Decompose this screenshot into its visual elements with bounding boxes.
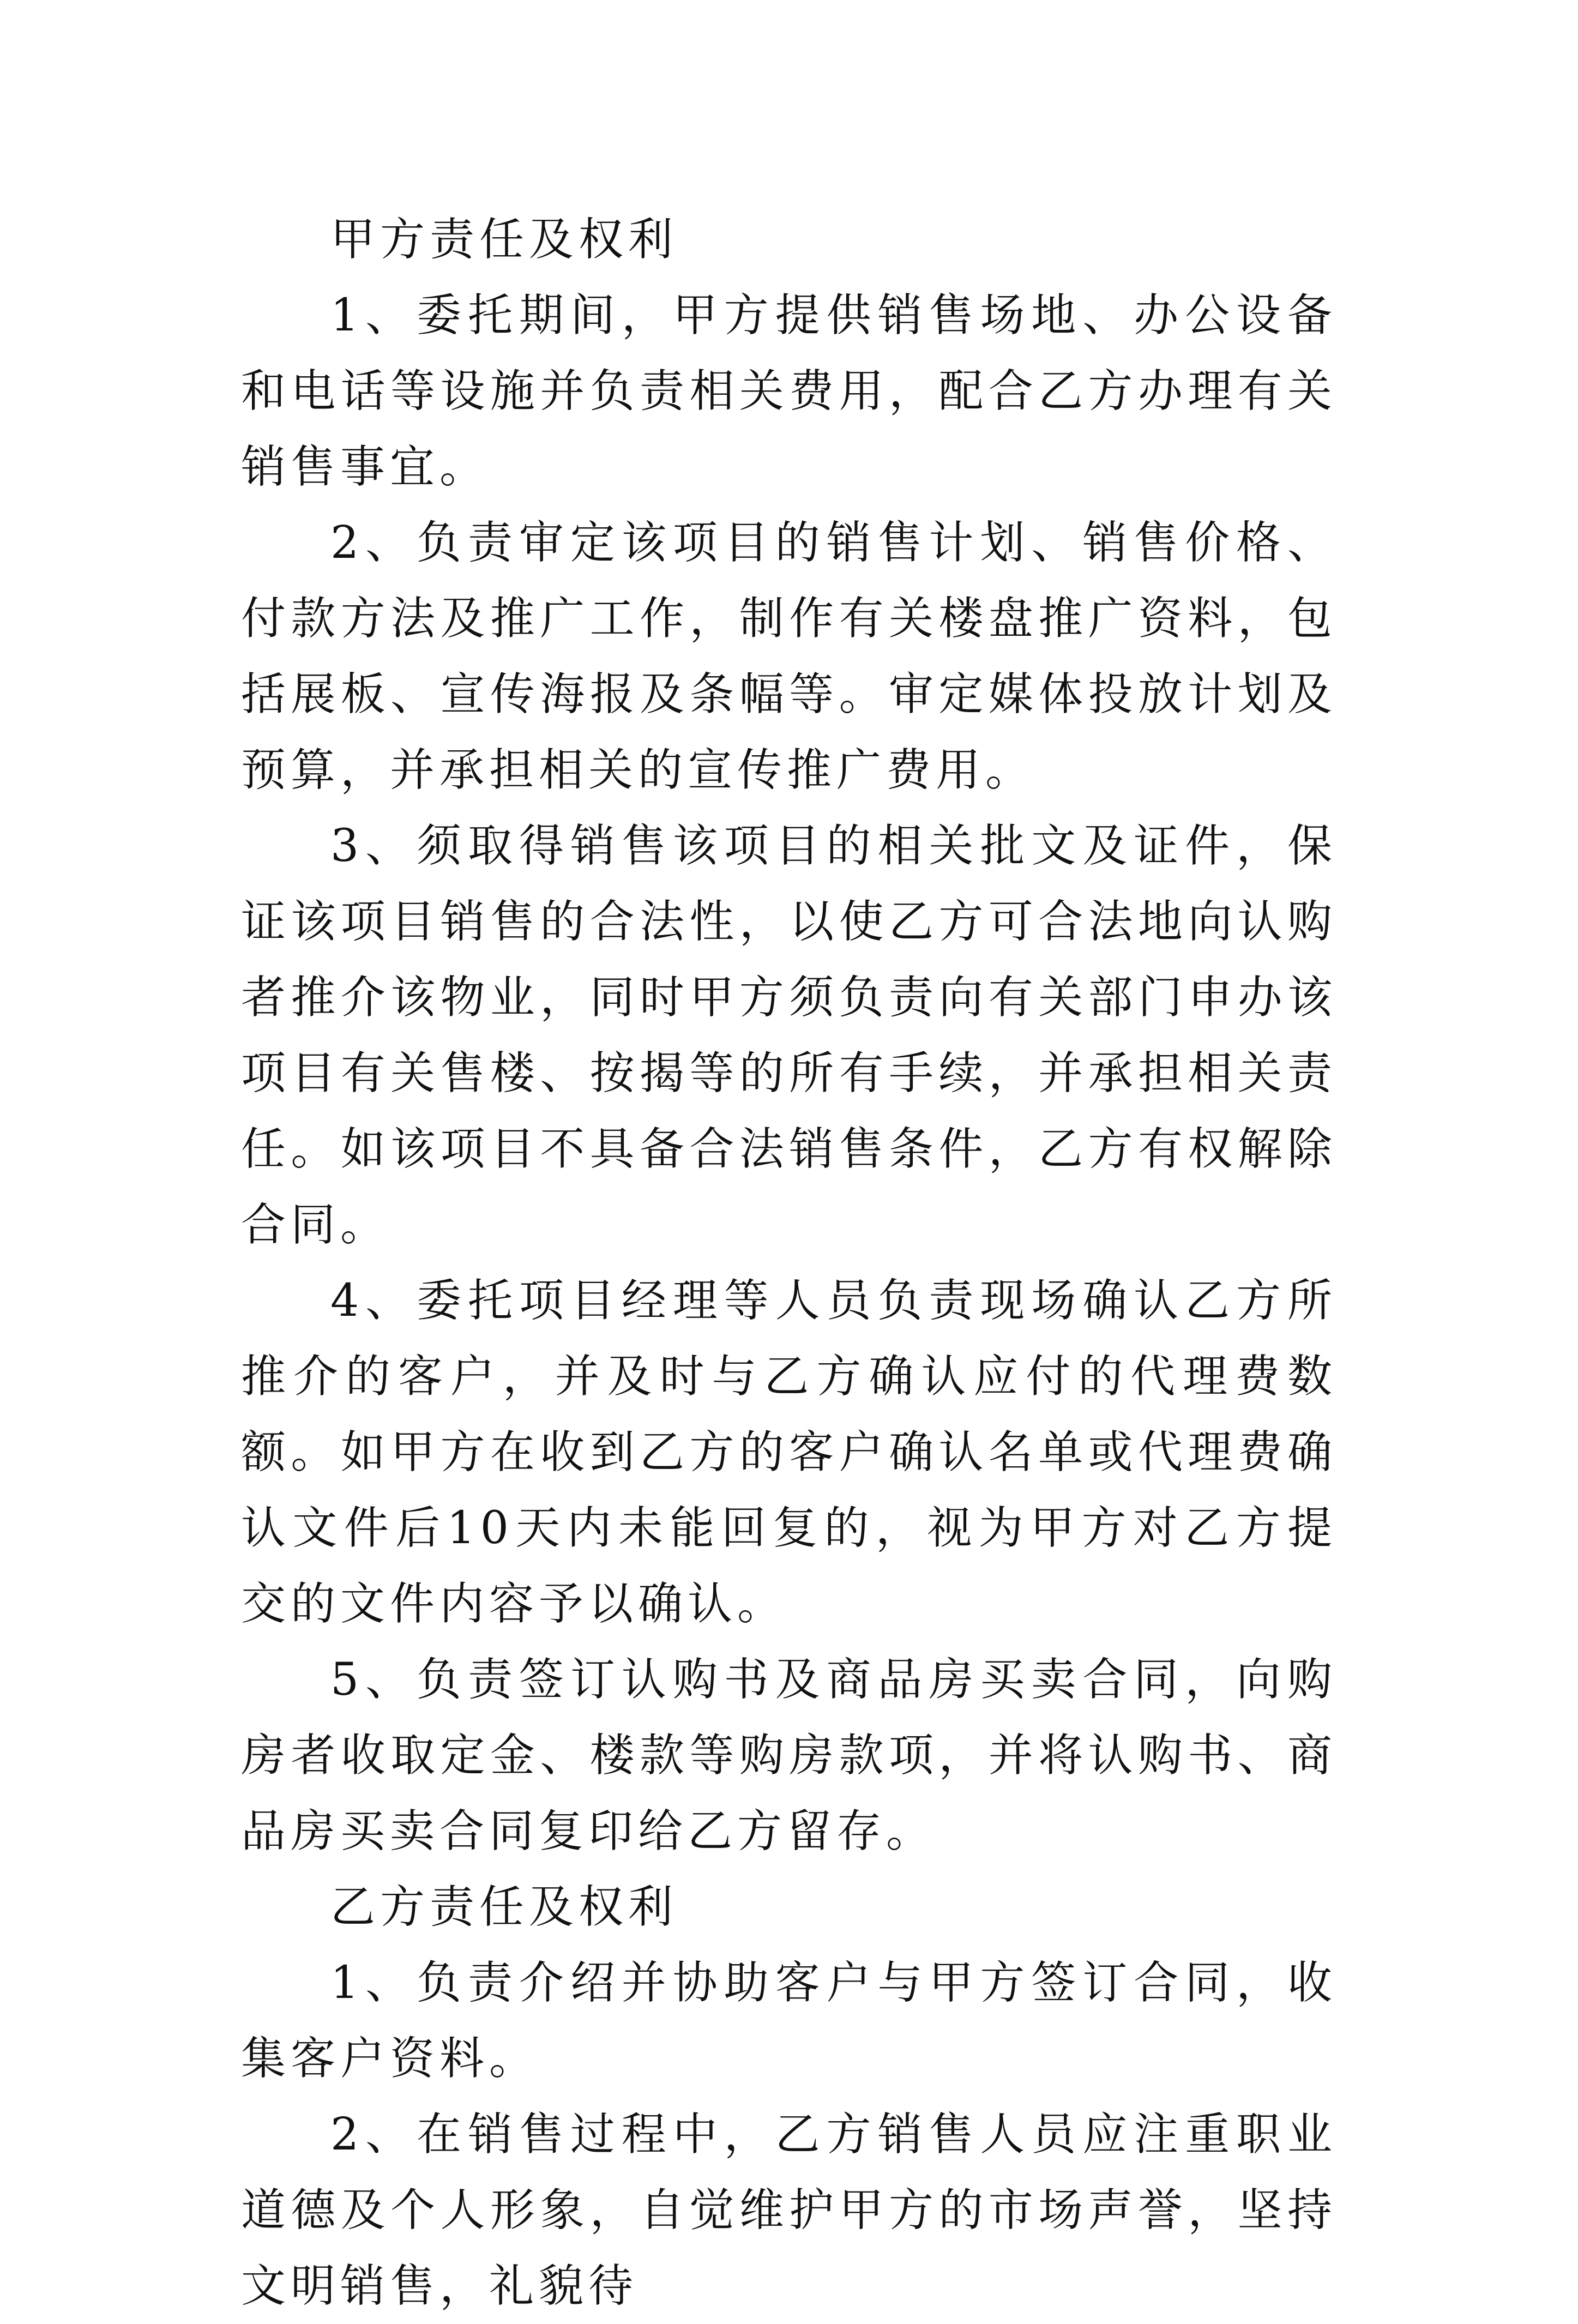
- section-heading-party-b: 乙方责任及权利: [330, 1881, 678, 1933]
- party-a-clause-5: 5、负责签订认购书及商品房买卖合同，向购房者收取定金、楼款等购房款项，并将认购书、商品房买卖合同复印给乙方留存。: [241, 1654, 1337, 1857]
- document-body: [241, 202, 1337, 2324]
- party-b-clause-2: 2、在销售过程中，乙方销售人员应注重职业道德及个人形象，自觉维护甲方的市场声誉，坚持文明销售，礼貌待: [241, 2109, 1337, 2312]
- party-b-clause-1: 1、负责介绍并协助客户与甲方签订合同，收集客户资料。: [241, 1957, 1337, 2085]
- party-a-clause-3: 3、须取得销售该项目的相关批文及证件，保证该项目销售的合法性，以使乙方可合法地向认购者推介该物业，同时甲方须负责向有关部门申办该项目有关售楼、按揭等的所有手续，并承担相关责任。如该项目不具备合法销售条件，乙方有权解除合同。: [241, 820, 1337, 1251]
- party-a-clause-2: 2、负责审定该项目的销售计划、销售价格、付款方法及推广工作，制作有关楼盘推广资料，包括展板、宣传海报及条幅等。审定媒体投放计划及预算，并承担相关的宣传推广费用。: [241, 517, 1337, 796]
- party-a-clause-1: 1、委托期间，甲方提供销售场地、办公设备和电话等设施并负责相关费用，配合乙方办理有关销售事宜。: [241, 290, 1337, 493]
- party-a-clause-4: 4、委托项目经理等人员负责现场确认乙方所推介的客户，并及时与乙方确认应付的代理费数额。如甲方在收到乙方的客户确认名单或代理费确认文件后10天内未能回复的，视为甲方对乙方提交的文件内容予以确认。: [241, 1275, 1337, 1630]
- section-heading-party-a: 甲方责任及权利: [330, 214, 678, 266]
